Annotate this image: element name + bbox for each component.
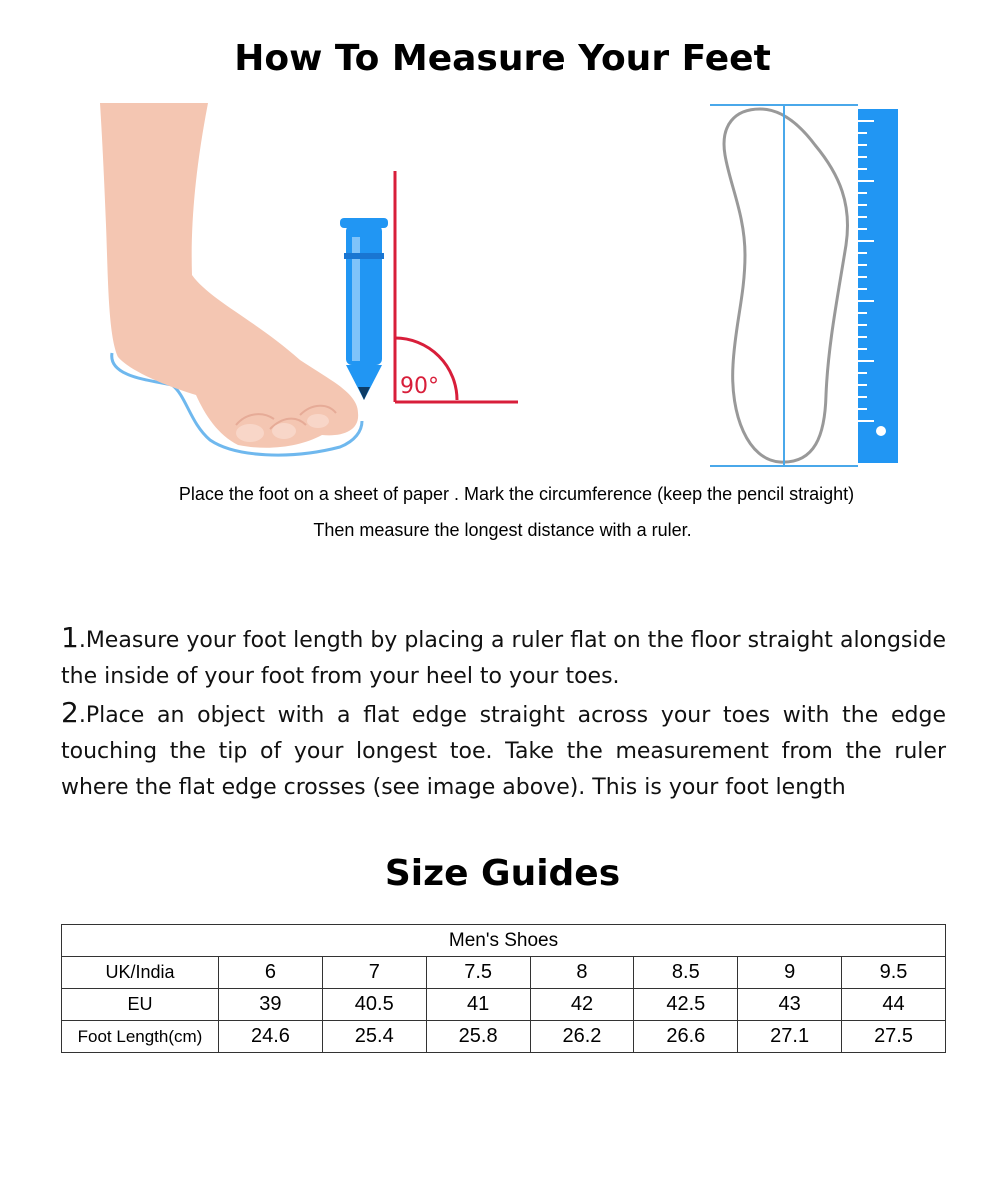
right-angle-icon xyxy=(395,171,518,402)
pencil-icon xyxy=(340,218,388,400)
table-row xyxy=(62,989,946,1021)
step-number: 2 xyxy=(61,696,79,729)
row-label: EU xyxy=(62,989,219,1021)
measure-illustration xyxy=(0,95,1005,475)
table-cell: 7.5 xyxy=(426,957,530,989)
angle-label: 90° xyxy=(400,374,439,399)
step-text: .Place an object with a flat edge straight across your toes with the edge touching the tip of your longest toe. Take the measurement from the ruler where the flat edge crosses (see image above). This is your foot length xyxy=(61,703,946,800)
ruler-icon xyxy=(858,109,898,463)
table-cell: 42 xyxy=(530,989,634,1021)
table-cell: 43 xyxy=(738,989,842,1021)
table-cell: 26.6 xyxy=(634,1021,738,1053)
table-row xyxy=(62,1021,946,1053)
step-2 xyxy=(61,695,946,806)
footprint-icon xyxy=(710,105,858,466)
measure-steps xyxy=(61,620,946,806)
table-cell: 26.2 xyxy=(530,1021,634,1053)
table-cell: 7 xyxy=(322,957,426,989)
table-row xyxy=(62,957,946,989)
foot-icon xyxy=(100,103,358,448)
table-cell: 27.1 xyxy=(738,1021,842,1053)
table-cell: 44 xyxy=(842,989,946,1021)
caption-line-1: Place the foot on a sheet of paper . Mark the circumference (keep the pencil straight) xyxy=(178,484,855,504)
table-cell: 6 xyxy=(219,957,323,989)
table-cell: 25.4 xyxy=(322,1021,426,1053)
step-number: 1 xyxy=(61,621,79,654)
table-cell: 24.6 xyxy=(219,1021,323,1053)
row-label: UK/India xyxy=(62,957,219,989)
table-cell: 8 xyxy=(530,957,634,989)
table-header-row xyxy=(62,925,946,957)
table-cell: 42.5 xyxy=(634,989,738,1021)
table-cell: 40.5 xyxy=(322,989,426,1021)
step-text: .Measure your foot length by placing a ruler flat on the floor straight alongside the inside of your foot from your heel to your toes. xyxy=(61,628,946,689)
table-cell: 27.5 xyxy=(842,1021,946,1053)
table-cell: 8.5 xyxy=(634,957,738,989)
row-label: Foot Length(cm) xyxy=(62,1021,219,1053)
table-cell: 9.5 xyxy=(842,957,946,989)
table-cell: 25.8 xyxy=(426,1021,530,1053)
step-1 xyxy=(61,620,946,695)
table-cell: 39 xyxy=(219,989,323,1021)
caption-line-2: Then measure the longest distance with a ruler. xyxy=(313,520,692,540)
page-title: How To Measure Your Feet xyxy=(234,38,771,79)
table-cell: 41 xyxy=(426,989,530,1021)
size-guide-title: Size Guides xyxy=(384,853,621,894)
table-title: Men's Shoes xyxy=(62,925,946,957)
size-table xyxy=(61,924,946,1053)
table-cell: 9 xyxy=(738,957,842,989)
